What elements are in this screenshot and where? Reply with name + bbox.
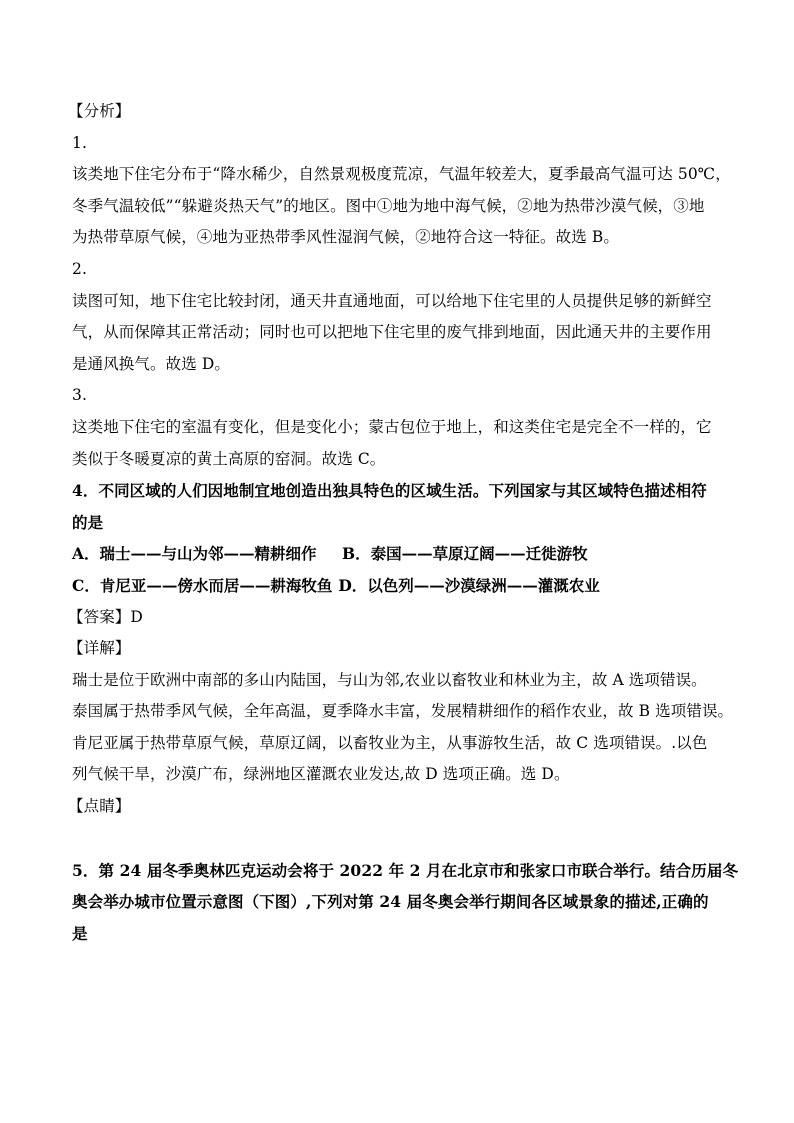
analysis-heading: 【分析】 [68, 102, 131, 120]
q4-stem-line: 的是 [72, 512, 104, 532]
q4-option-b: B．泰国——草原辽阔——迁徙游牧 [342, 544, 588, 564]
q4-detail-line: 肯尼亚属于热带草原气候，草原辽阔，以畜牧业为主，从事游牧生活，故 C 选项错误。.以色 [72, 733, 708, 752]
blank-gap [72, 823, 732, 855]
q5-stem-line: 5．第 24 届冬季奥林匹克运动会将于 2022 年 2 月在北京市和张家口市联合举行。结合历届冬 [72, 860, 739, 880]
document-content [68, 96, 739, 949]
q4-detail-line: 瑞士是位于欧洲中南部的多山内陆国，与山为邻,农业以畜牧业和林业为主，故 A 选项错误。 [72, 670, 707, 689]
q4-detail-line: 列气候干旱，沙漠广布，绿洲地区灌溉农业发达,故 D 选项正确。选 D。 [72, 765, 570, 784]
q4-answer: 【答案】D [68, 607, 143, 626]
q4-option-c: C．肯尼亚——傍水而居——耕海牧鱼 [72, 575, 333, 595]
q3-number: 3. [72, 386, 87, 405]
q1-analysis-line: 为热带草原气候，④地为亚热带季风性湿润气候，②地符合这一特征。故选 B。 [72, 228, 619, 247]
q4-stem-line: 4．不同区域的人们因地制宜地创造出独具特色的区域生活。下列国家与其区域特色描述相符 [72, 481, 707, 501]
q5-stem-line: 是 [72, 923, 88, 943]
q1-analysis-line: 该类地下住宅分布于“降水稀少，自然景观极度荒凉，气温年较差大，夏季最高气温可达 50℃， [72, 165, 731, 184]
q1-number: 1. [72, 133, 87, 152]
q5-stem-line: 奥会举办城市位置示意图（下图）,下列对第 24 届冬奥会举行期间各区域景象的描述,正确的 [72, 892, 709, 912]
q4-options-row-1 [72, 538, 732, 570]
q4-option-d: D．以色列——沙漠绿洲——灌溉农业 [338, 575, 600, 595]
q2-number: 2. [72, 259, 87, 278]
q4-option-a: A．瑞士——与山为邻——精耕细作 [72, 544, 317, 564]
q4-options-row-2 [72, 570, 732, 602]
q2-analysis-line: 读图可知，地下住宅比较封闭，通天井直通地面，可以给地下住宅里的人员提供足够的新鲜空 [72, 291, 712, 310]
q1-analysis-line: 冬季气温较低”“躲避炎热天气”的地区。图中①地为地中海气候，②地为热带沙漠气候，③地 [72, 196, 705, 215]
q4-detail-line: 泰国属于热带季风气候，全年高温，夏季降水丰富，发展精耕细作的稻作农业，故 B 选项错误。 [72, 702, 734, 721]
q4-detail-heading: 【详解】 [68, 639, 131, 658]
q4-comment-heading: 【点睛】 [68, 797, 131, 816]
q3-analysis-line: 这类地下住宅的室温有变化，但是变化小；蒙古包位于地上，和这类住宅是完全不一样的，它 [72, 417, 712, 436]
q2-analysis-line: 是通风换气。故选 D。 [72, 354, 230, 373]
q2-analysis-line: 气，从而保障其正常活动；同时也可以把地下住宅里的废气排到地面，因此通天井的主要作用 [72, 323, 712, 342]
q3-analysis-line: 类似于冬暖夏凉的黄土高原的窑洞。故选 C。 [72, 449, 386, 468]
